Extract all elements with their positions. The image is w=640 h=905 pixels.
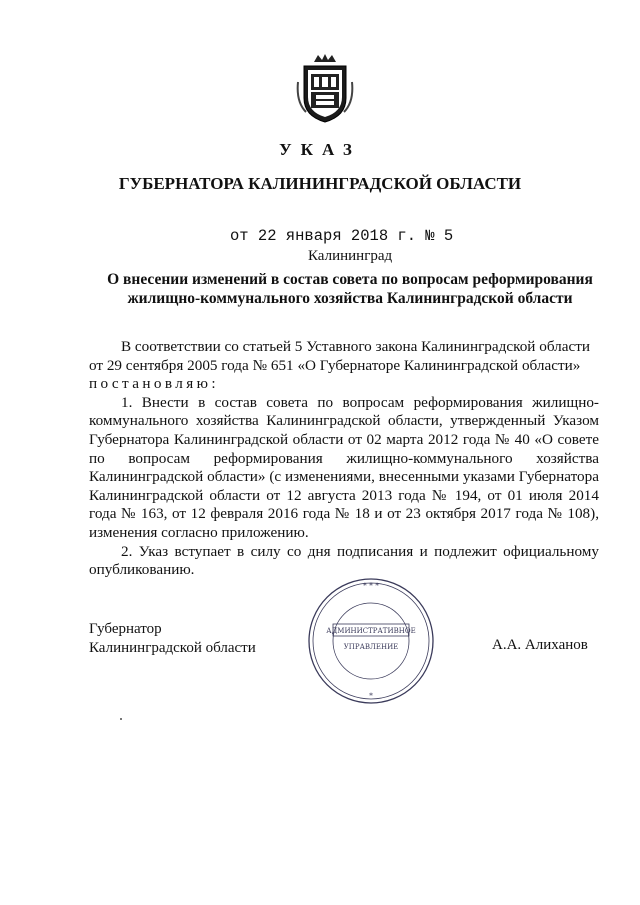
preamble-line-2: от 29 сентября 2005 года № 651 «О Губернаторе Калининградской области» xyxy=(89,356,581,374)
heading-line-1: О внесении изменений в состав совета по вопросам реформирования xyxy=(107,271,593,288)
signature-role xyxy=(89,620,256,657)
document-date-number: от 22 января 2018 г. № 5 xyxy=(230,227,454,245)
signature-role-line-1: Губернатор xyxy=(89,621,162,637)
item-1-paragraph: 1. Внести в состав совета по вопросам реформирования жилищно-коммунального хозяйства Калининградской области, утвержденный Указом Губернатора Калининградской области от 02 марта 2012 года № 40 «О совете по вопросам реформирования жилищно-коммунального хозяйства Калининградской области» (с изменениями, внесенными указами Губернатора Калининградской области от 12 августа 2013 года № 194, от 01 июля 2014 года № 163, от 12 февраля 2016 года № 18 и от 23 октября 2017 года № 108), изменения согласно приложению. xyxy=(89,393,599,541)
document-heading xyxy=(100,270,600,308)
document-subtitle: ГУБЕРНАТОРА КАЛИНИНГРАДСКОЙ ОБЛАСТИ xyxy=(118,174,522,193)
document-body xyxy=(89,338,599,580)
heading-line-2: жилищно-коммунального хозяйства Калининградской области xyxy=(127,290,573,307)
scan-speck xyxy=(120,718,122,720)
signature-role-line-2: Калининградской области xyxy=(89,639,256,656)
svg-text:* * *: * * * xyxy=(362,581,380,590)
svg-text:УПРАВЛЕНИЕ: УПРАВЛЕНИЕ xyxy=(343,643,399,651)
svg-text:АДМИНИСТРАТИВНОЕ: АДМИНИСТРАТИВНОЕ xyxy=(326,627,416,635)
signature-name: А.А. Алиханов xyxy=(492,637,588,653)
svg-text:*: * xyxy=(369,691,373,700)
item-2-paragraph: 2. Указ вступает в силу со дня подписания и подлежит официальному опубликованию. xyxy=(89,542,599,579)
official-seal-stamp xyxy=(306,576,436,706)
document-title: УКАЗ xyxy=(279,140,361,159)
coat-of-arms-emblem xyxy=(296,52,354,124)
document-city: Калининград xyxy=(308,248,393,264)
decree-word: постановляю: xyxy=(89,375,220,393)
preamble-line-1: В соответствии со статьей 5 Уставного закона Калининградской области xyxy=(121,338,590,355)
